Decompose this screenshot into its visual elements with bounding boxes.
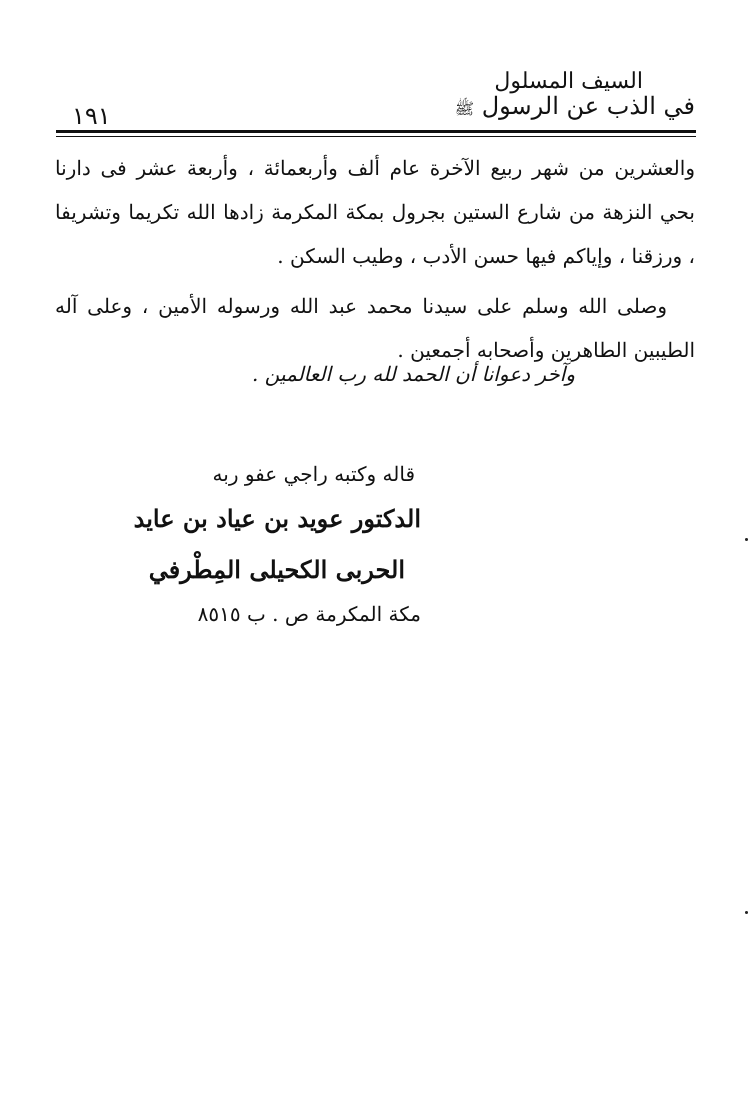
scan-speck <box>745 911 748 914</box>
page-number: ١٩١ <box>72 102 111 130</box>
body-text <box>55 146 695 372</box>
signature-intro: قاله وكتبه راجي عفو ربه <box>212 462 415 486</box>
author-name-line2: الحربى الكحيلى المِطْرفي <box>148 555 405 584</box>
header-title-line2 <box>395 91 695 120</box>
header-title-line2-text: في الذب عن الرسول <box>481 91 695 120</box>
signature-block <box>134 462 421 626</box>
header-title-line1: السيف المسلول <box>494 69 643 94</box>
author-name-line1: الدكتور عويد بن عياد بن عايد <box>133 504 421 533</box>
closing-line: وآخر دعوانا أن الحمد لله رب العالمين . <box>252 362 575 386</box>
paragraph-2: وصلى الله وسلم على سيدنا محمد عبد الله ورسوله الأمين ، وعلى آله الطيبين الطاهرين وأصحابه أجمعين . <box>55 294 695 362</box>
running-header-title <box>395 70 695 120</box>
scan-speck <box>745 538 748 541</box>
paragraph-1: والعشرين من شهر ربيع الآخرة عام ألف وأربعمائة ، وأربعة عشر فى دارنا بحي النزهة من شارع الستين بجرول بمكة المكرمة زادها الله تكريما وتشريفا ، ورزقنا ، وإياكم فيها حسن الأدب ، وطيب السكن . <box>55 156 695 268</box>
author-address: مكة المكرمة ص . ب ٨٥١٥ <box>197 602 421 626</box>
header-rule-thick <box>56 130 696 133</box>
header-rule-thin <box>56 136 696 137</box>
salutation-mark: ﷺ <box>454 98 475 118</box>
